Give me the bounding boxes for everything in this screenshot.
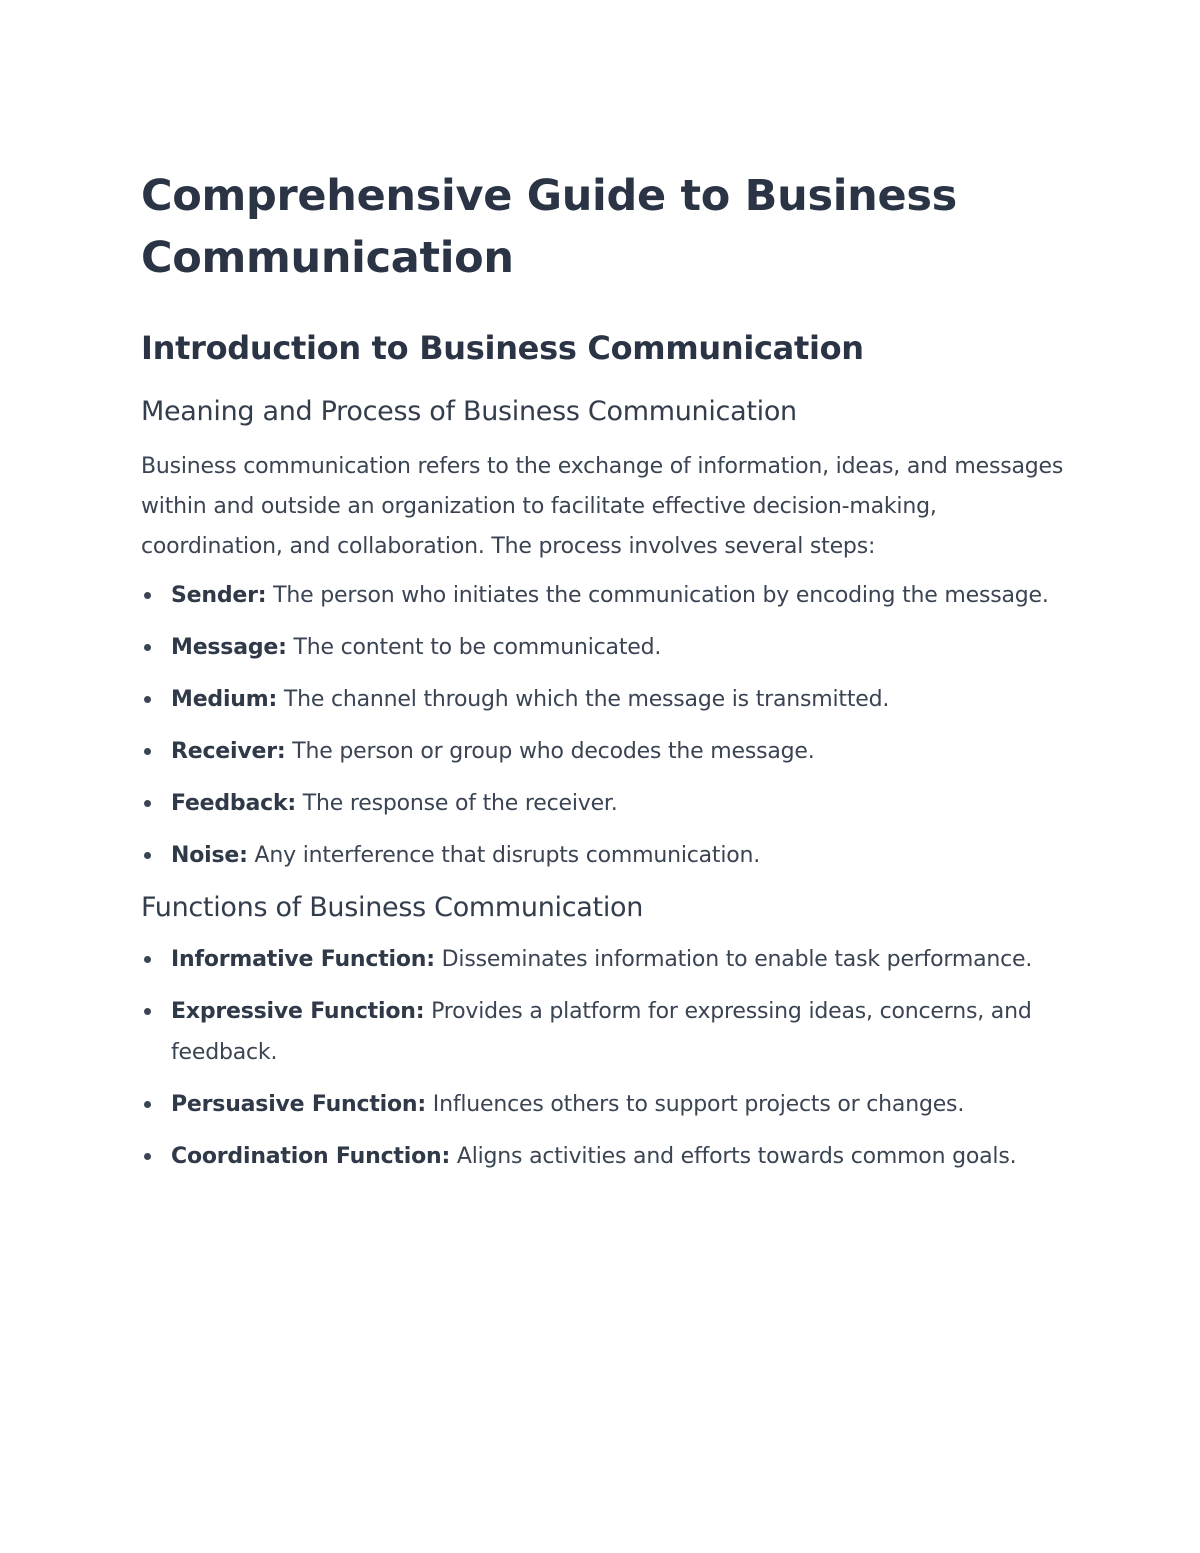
list-item-text: Any interference that disrupts communication.	[254, 843, 761, 868]
bullet-icon	[144, 644, 151, 651]
section-heading: Introduction to Business Communication	[141, 329, 864, 367]
bullet-icon	[144, 800, 151, 807]
process-steps-list	[141, 575, 1081, 876]
functions-list	[141, 939, 1081, 1177]
list-item-term: Persuasive Function:	[171, 1092, 426, 1117]
list-item-term: Informative Function:	[171, 947, 435, 972]
bullet-icon	[144, 1008, 151, 1015]
document-title: Comprehensive Guide to Business Communication	[141, 171, 957, 283]
intro-paragraph: Business communication refers to the exchange of information, ideas, and messages within and outside an organization to facilitate effective decision-making, coordination, and collaboration. The process involves several steps:	[141, 454, 1064, 559]
list-item-coordination	[141, 1136, 1081, 1177]
subsection-heading-meaning: Meaning and Process of Business Communication	[141, 396, 797, 427]
document-page	[141, 165, 1081, 1188]
list-item-term: Noise:	[171, 843, 248, 868]
list-item-sender	[141, 575, 1081, 616]
subsection-heading-functions: Functions of Business Communication	[141, 892, 644, 923]
list-item-term: Medium:	[171, 687, 278, 712]
list-item-text: The person who initiates the communication by encoding the message.	[273, 583, 1049, 608]
bullet-icon	[144, 1153, 151, 1160]
list-item-term: Expressive Function:	[171, 999, 425, 1024]
list-item-noise	[141, 835, 1081, 876]
list-item-text: The channel through which the message is transmitted.	[283, 687, 890, 712]
list-item-persuasive	[141, 1084, 1081, 1125]
list-item-text: Provides a platform for expressing ideas, concerns, and feedback.	[171, 999, 1032, 1065]
list-item-informative	[141, 939, 1081, 980]
list-item-term: Receiver:	[171, 739, 286, 764]
list-item-term: Feedback:	[171, 791, 296, 816]
list-item-term: Coordination Function:	[171, 1144, 451, 1169]
list-item-medium	[141, 679, 1081, 720]
bullet-icon	[144, 748, 151, 755]
list-item-text: Disseminates information to enable task performance.	[441, 947, 1033, 972]
list-item-feedback	[141, 783, 1081, 824]
list-item-term: Sender:	[171, 583, 267, 608]
bullet-icon	[144, 592, 151, 599]
list-item-text: The content to be communicated.	[293, 635, 662, 660]
list-item-text: The response of the receiver.	[302, 791, 618, 816]
list-item-expressive	[141, 991, 1081, 1073]
list-item-message	[141, 627, 1081, 668]
list-item-term: Message:	[171, 635, 287, 660]
bullet-icon	[144, 852, 151, 859]
list-item-text: The person or group who decodes the message.	[292, 739, 815, 764]
list-item-text: Influences others to support projects or changes.	[432, 1092, 965, 1117]
bullet-icon	[144, 696, 151, 703]
bullet-icon	[144, 956, 151, 963]
list-item-text: Aligns activities and efforts towards common goals.	[456, 1144, 1017, 1169]
list-item-receiver	[141, 731, 1081, 772]
bullet-icon	[144, 1101, 151, 1108]
